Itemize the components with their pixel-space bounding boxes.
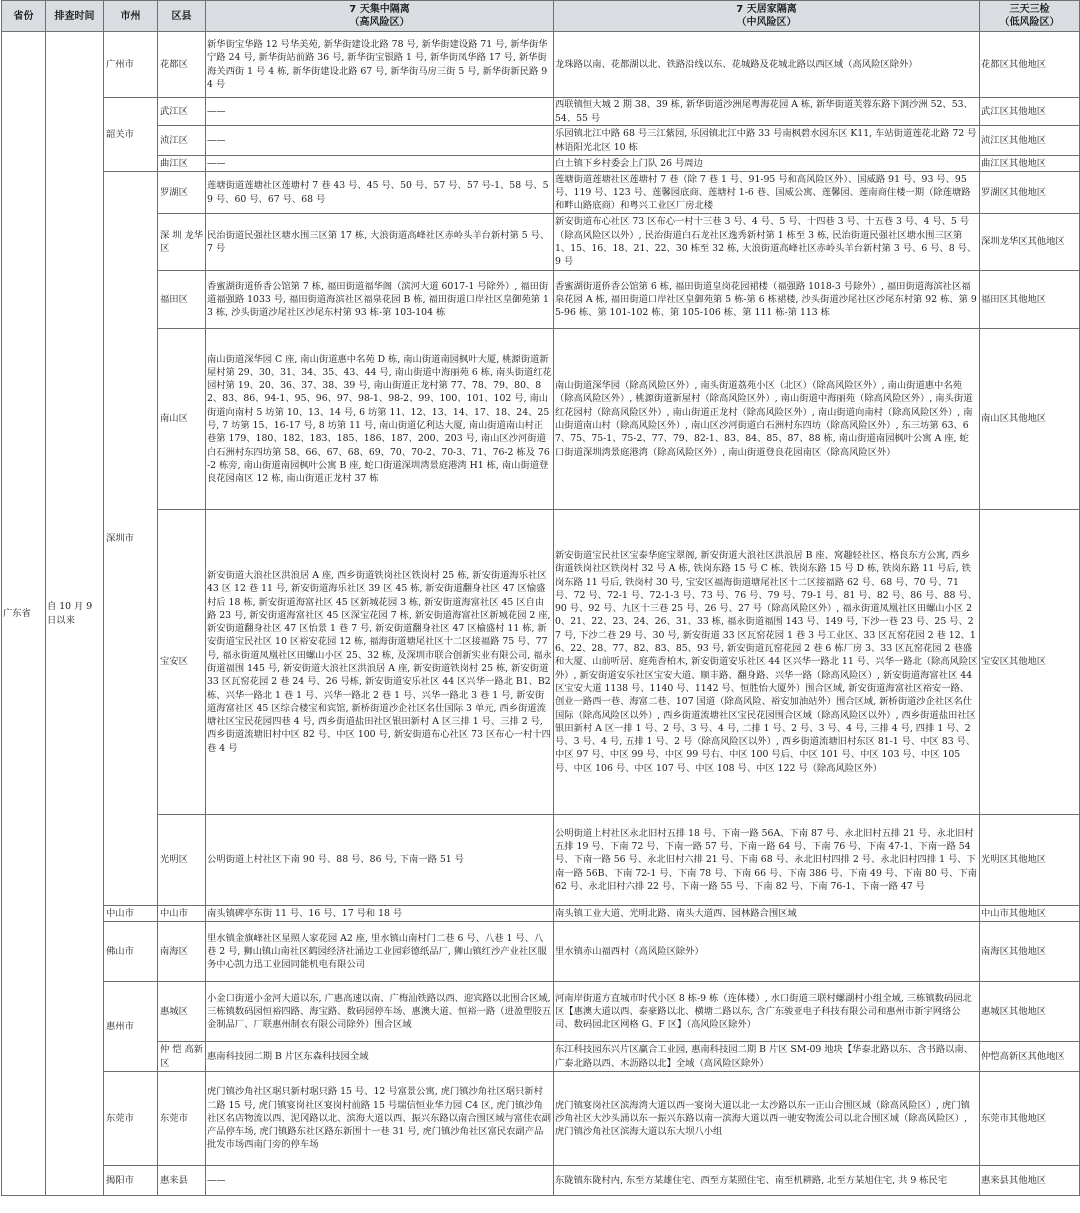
district-cell: 曲江区 [158, 156, 206, 172]
district-cell: 罗湖区 [158, 172, 206, 214]
header-high-risk [206, 1, 554, 32]
district-cell: 花都区 [158, 32, 206, 98]
table-row [2, 32, 1080, 98]
header-high-title: 7 天集中隔离 [349, 4, 410, 15]
city-cell: 广州市 [104, 32, 158, 98]
date-cell: 自 10 月 9 日以来 [46, 32, 104, 1196]
mid-risk-cell: 莲塘街道莲塘社区莲塘村 7 巷（除 7 巷 1 号、91-95 号和高风险区外）、国威路 91 号、93 号、95 号、119 号、123 号、莲馨园底商、莲塘村 1-6 巷、国威公寓、莲馨园、莲南商住楼一期（除莲塘路和畔山路底商）和粤兴工业区厂房北楼 [554, 172, 980, 214]
table-row [2, 1042, 1080, 1072]
high-risk-cell: 南头镇碑亭东街 11 号、16 号、17 号和 18 号 [206, 906, 554, 922]
mid-risk-cell: 新安街道宝民社区宝泰华庭宝翠阁, 新安街道大浪社区洪浪居 B 座、窝趣轻社区、格良东方公寓, 西乡街道铁岗社区铁岗村 32 号 A 栋, 铁岗东路 15 号 C 栋、铁岗东路 15 号 D 栋, 铁岗东路 11 号后, 铁岗东路 11 号后, 铁岗村 30 号, 宝安区福海街道塘尾社区十二区接福路 62 号、68 号、70 号、71 号、72 号、72-1 号、72-1-3 号、73 号、76 号、79 号、79-1 号、81 号、82 号、86 号、88 号、90 号、92 号、九区十三巷 25 号、26 号、27 号（除高风险区外）, 福永街道凤凰社区田螺山小区 20、21、22、23、24、26、31、33 栋, 福永街道福围 143 号、149 号, 下沙一巷 23 号、25 号、27 号, 下沙二巷 29 号、30 号, 新安街道 33 区瓦窑花园 1 巷 3 号工业区、33 区瓦窑花园 2 巷 12、16、22、28、77、82、83、85、93 号, 新安街道瓦窑花园 2 巷 6 栋厂房 3、33 区瓦窑花园 2 巷盛和大厦、山前听居、庭苑香柏木, 新安街道安乐社区 44 区兴华一路北 11 号、兴华一路北（除高风险区外）, 新安街道安乐社区宝安大道、顺丰路、翻身路、兴华一路（除高风险区）, 新安街道海富社区 44 区宝安大道 1138 号、1140 号、1142 号、恒胜怡大厦外）围合区域, 新安街道海富社区裕安一路、创业一路西一巷、海富二巷、107 国道（除高风险、裕安加油站外）围合区域, 新桥街道沙企社区名仕国际（除高风险区以外）, 西乡街道流塘社区宝民花园围合区域（除高风险区以外）, 西乡街道盐田社区银田新村 A 区一排 1 号、2 号、3 号、4 号, 二排 1 号、2 号、3 号、4 号, 三排 4 号, 四排 1 号、2 号、3 号、4 号, 五排 1 号、2 号（除高风险区以外）, 西乡街道流塘旧村东区 81-1 号、中区 83 号、中区 97 号、中区 99 号、中区 99 号右、中区 100 号后、中区 101 号、中区 103 号、中区 105 号、中区 106 号、中区 107 号、中区 108 号、中区 122 号（除高风险区外） [554, 510, 980, 815]
header-district: 区县 [158, 1, 206, 32]
mid-risk-cell: 南头镇工业大道、光明北路、南头大道西、园林路合围区域 [554, 906, 980, 922]
table-row [2, 98, 1080, 126]
header-mid-title: 7 天居家隔离 [736, 4, 797, 15]
high-risk-cell: —— [206, 156, 554, 172]
city-cell: 中山市 [104, 906, 158, 922]
high-risk-cell: —— [206, 1166, 554, 1196]
district-cell: 宝安区 [158, 510, 206, 815]
high-risk-cell: 莲塘街道莲塘社区莲塘村 7 巷 43 号、45 号、50 号、57 号、57 号-1、58 号、59 号、60 号、67 号、68 号 [206, 172, 554, 214]
header-low-sub: （低风险区） [999, 17, 1060, 28]
high-risk-cell: 里水镇金旗峰社区星照人家花园 A2 座, 里水镇山南村门二巷 6 号、八巷 1 号、八巷 2 号, 狮山镇山南社区鹤园经济社涌边工业园彩德纸品厂, 狮山镇红沙产业社区服务中心凯力迅工业园同能机电有限公司 [206, 922, 554, 982]
low-risk-cell: 南山区其他地区 [980, 329, 1080, 510]
mid-risk-cell: 新安街道布心社区 73 区布心一村十三巷 3 号、4 号、5 号、十四巷 3 号、十五巷 3 号、4 号、5 号（除高风险区以外）, 民治街道白石龙社区逸秀新村第 1 栋至 3 栋, 民治街道民强社区塘水围三区第 1、15、16、18、21、22、30 栋至 32 栋, 大浪街道高峰社区赤岭头羊台新村第 3 号、6 号、8 号、9 号 [554, 214, 980, 271]
risk-area-table [1, 0, 1080, 1196]
mid-risk-cell: 东陇镇东陇村内, 东至方某雄住宅、西至方某照住宅、南至机耕路, 北至方某旭住宅, 共 9 栋民宅 [554, 1166, 980, 1196]
low-risk-cell: 东莞市其他地区 [980, 1072, 1080, 1166]
low-risk-cell: 深圳龙华区其他地区 [980, 214, 1080, 271]
header-low-risk [980, 1, 1080, 32]
district-cell: 浈江区 [158, 126, 206, 156]
header-mid-risk [554, 1, 980, 32]
low-risk-cell: 曲江区其他地区 [980, 156, 1080, 172]
table-row [2, 510, 1080, 815]
header-mid-sub: （中风险区） [736, 17, 797, 28]
city-cell: 揭阳市 [104, 1166, 158, 1196]
mid-risk-cell: 虎门镇宴岗社区滨海湾大道以西一宴岗大道以北一太沙路以东一正山合围区域（除高风险区）, 虎门镇沙角社区大沙头涌以东一振兴东路以南一滨海大道以西一驰安物流公司以北合围区域（除高风险区）, 虎门镇沙角社区滨海大道以东大坝八小组 [554, 1072, 980, 1166]
mid-risk-cell: 香蜜湖街道侨香公馆第 6 栋, 福田街道皇岗花园裙楼（福强路 1018-3 号除外）, 福田街道海滨社区福泉花园 A 栋, 福田街道口岸社区皇御苑第 5 栋-第 6 栋裙楼, 沙头街道沙尾社区沙尾东村第 92 栋、第 95-96 栋、第 101-102 栋、第 105-106 栋、第 111 栋-第 113 栋 [554, 271, 980, 329]
table-row [2, 156, 1080, 172]
table-row [2, 815, 1080, 906]
header-row [2, 1, 1080, 32]
table-row [2, 906, 1080, 922]
low-risk-cell: 惠城区其他地区 [980, 982, 1080, 1042]
district-cell: 惠城区 [158, 982, 206, 1042]
city-cell: 东莞市 [104, 1072, 158, 1166]
header-province: 省份 [2, 1, 46, 32]
district-cell: 惠来县 [158, 1166, 206, 1196]
mid-risk-cell: 东江科技园东兴片区赢合工业园, 惠南科技园二期 B 片区 SM-09 地块【华泰北路以东、含书路以南、广泰北路以西、木沥路以北】全域（高风险区除外） [554, 1042, 980, 1072]
table-row [2, 271, 1080, 329]
mid-risk-cell: 白土镇下乡村委会上门队 26 号周边 [554, 156, 980, 172]
high-risk-cell: 民治街道民强社区塘水围三区第 17 栋, 大浪街道高峰社区赤岭头羊台新村第 5 号、7 号 [206, 214, 554, 271]
table-row [2, 982, 1080, 1042]
high-risk-cell: 新安街道大浪社区洪浪居 A 座, 西乡街道铁岗社区铁岗村 25 栋, 新安街道海乐社区 43 区 12 巷 11 号, 新安街道海乐社区 39 区 45 栋, 新安街道翻身社区 47 区愉盛村后 18 栋, 新安街道海富社区 45 区新城花园 3 栋, 新安街道海富社区 45 区自由路 23 号, 新安街道海富社区 45 区深宝花园 7 栋, 新安街道海富社区新城花园 2 座, 新安街道翻身社区 47 区怡景 1 巷 7 号, 新安街道翻身社区 47 区榆盛村 11 栋, 新安街道宝民社区 10 区裕安花园 12 栋, 福海街道塘尾社区十二区接福路 75 号、77 号, 福永街道凤凰社区田螺山小区 25、32 栋, 及深圳市联合创新实业有限公司, 福永街道福围 145 号, 新安街道大浪社区洪浪居 A 座, 新安街道铁岗村 25 栋, 新安街道 33 区瓦窑花园 2 巷 24 号、26 号栋, 新安街道安乐社区 44 区兴华一路北 B1、B2 栋、兴华一路北 1 巷 1 号、兴华一路北 2 巷 1 号、兴华一路北 3 巷 1 号, 新安街道海富社区 45 区综合楼宝和宾馆, 新桥街道沙企社区名仕国际 3 单元, 西乡街道流塘社区宝民花园四巷 4 号, 西乡街道盐田社区银田新村 A 区三排 1 号、三排 2 号, 西乡街道流塘旧村中区 82 号、中区 100 号, 新安街道布心社区 73 区布心一村十四巷 4 号 [206, 510, 554, 815]
city-cell: 佛山市 [104, 922, 158, 982]
mid-risk-cell: 河南岸街道方直城市时代小区 8 栋-9 栋（连体楼）, 水口街道三联村螺湖村小组全域, 三栋镇数码园北区【惠澳大道以西、泰豪路以北、横塘二路以东, 含广东骏亚电子科技有限公司和惠州市新宇网络公司、数码园北区网格 G、F 区】（高风险区除外） [554, 982, 980, 1042]
high-risk-cell: —— [206, 98, 554, 126]
mid-risk-cell: 西联镇恒大城 2 期 38、39 栋, 新华街道沙洲尾粤海花园 A 栋, 新华街道芙蓉东路下洞沙洲 52、53、54、55 号 [554, 98, 980, 126]
high-risk-cell: 公明街道上村社区下南 90 号、88 号、86 号, 下南一路 51 号 [206, 815, 554, 906]
mid-risk-cell: 里水镇赤山福西村（高风险区除外） [554, 922, 980, 982]
low-risk-cell: 罗湖区其他地区 [980, 172, 1080, 214]
table-row [2, 329, 1080, 510]
district-cell: 中山市 [158, 906, 206, 922]
high-risk-cell: 南山街道深华园 C 座, 南山街道惠中名苑 D 栋, 南山街道南园枫叶大厦, 桃源街道新屋村第 29、30、31、34、35、43、44 号, 南山街道中海丽苑 6 栋, 南头街道红花园村第 19、20、36、37、38、39 号, 南山街道正龙村第 77、78、79、80、82、83、86、94-1、95、96、97、98-1、98-2、99、100、101、102 号, 南山街道向南村 5 坊第 10、13、14 号, 6 坊第 11、12、13、14、17、18、24、25 号, 7 坊第 15、16-17 号, 8 坊第 11 号, 南山街道亿利达大厦, 南山街道南山村正巷第 179、180、182、183、185、186、187、200、203 号, 南山区沙河街道白石洲村东四坊第 58、66、67、68、69、70、70-2、70-3、71、76-2 栋及 76-2 栋旁, 南山街道南园枫叶公寓 B 座, 蛇口街道深圳湾景庭港湾 H1 栋, 南山街道登良花园南区 12 栋, 南山街道正龙村 37 栋 [206, 329, 554, 510]
low-risk-cell: 浈江区其他地区 [980, 126, 1080, 156]
table-row [2, 922, 1080, 982]
mid-risk-cell: 乐园镇北江中路 68 号三江紫园, 乐园镇北江中路 33 号南枫碧水园东区 K11, 车站街道莲花北路 72 号林语阳光北区 10 栋 [554, 126, 980, 156]
mid-risk-cell: 南山街道深华园（除高风险区外）, 南头街道荔苑小区（北区）（除高风险区外）, 南山街道惠中名苑（除高风险区外）, 桃源街道新屋村（除高风险区外）, 南山街道中海丽苑（除高风险区外）, 南头街道红花园村（除高风险区外）, 南山街道正龙村（除高风险区外）, 南山街道向南村（除高风险区外）, 南山街道南山村（除高风险区外）, 南山区沙河街道白石洲村东四坊（除高风险区外）, 东三坊第 63、67、75、75-1、75-2、77、79、82-1、83、84、85、87、88 栋, 南山街道南园枫叶公寓 A 座, 蛇口街道深圳湾景庭港湾（除高风险区外）, 南山街道登良花园南区（除高风险区外） [554, 329, 980, 510]
mid-risk-cell: 龙珠路以南、花都湖以北、铁路沿线以东、花城路及花城北路以西区域（高风险区除外） [554, 32, 980, 98]
table-row [2, 1072, 1080, 1166]
table-row [2, 1166, 1080, 1196]
district-cell: 光明区 [158, 815, 206, 906]
mid-risk-cell: 公明街道上村社区永北旧村五排 18 号、下南一路 56A、下南 87 号、永北旧村五排 21 号、永北旧村五排 19 号、下南 72 号、下南一路 57 号、下南一路 64 号、下南 76 号、下南 47-1、下南一路 54 号、下南一路 56 号、永北旧村六排 21 号、下南 68 号、永北旧村四排 2 号、永北旧村四排 1 号、下南一路 56B、下南 72-1 号、下南 78 号、下南 66 号、下南 386 号、下南 49 号、下南 80 号、下南 62 号、永北旧村六排 22 号、下南一路 55 号、下南 82 号、下南 76-1、下南一路 47 号 [554, 815, 980, 906]
district-cell: 深 圳 龙华区 [158, 214, 206, 271]
low-risk-cell: 福田区其他地区 [980, 271, 1080, 329]
city-cell: 惠州市 [104, 982, 158, 1072]
low-risk-cell: 宝安区其他地区 [980, 510, 1080, 815]
low-risk-cell: 惠来县其他地区 [980, 1166, 1080, 1196]
low-risk-cell: 武江区其他地区 [980, 98, 1080, 126]
low-risk-cell: 仲恺高新区其他地区 [980, 1042, 1080, 1072]
city-cell: 韶关市 [104, 98, 158, 172]
header-date: 排查时间 [46, 1, 104, 32]
header-high-sub: （高风险区） [349, 17, 410, 28]
high-risk-cell: 香蜜湖街道侨香公馆第 7 栋, 福田街道福华阁（滨河大道 6017-1 号除外）, 福田街道福强路 1033 号, 福田街道海滨社区福泉花园 B 栋, 福田街道口岸社区皇御苑第 13 栋, 沙头街道沙尾社区沙尾东村第 93 栋-第 103-104 栋 [206, 271, 554, 329]
city-cell: 深圳市 [104, 172, 158, 906]
district-cell: 东莞市 [158, 1072, 206, 1166]
table-row [2, 126, 1080, 156]
district-cell: 仲 恺 高新区 [158, 1042, 206, 1072]
high-risk-cell: 虎门镇沙角社区琚只新村琚只路 15 号、12 号富景公寓, 虎门镇沙角社区琚只新村二路 15 号, 虎门镇宴岗社区宴岗村前路 15 号瑞信恒业华力园 C4 区, 虎门镇沙角社区名店物流以西、泥冈路以北、滨海大道以西、振兴东路以南合围区域与富佳农副产品停车场, 虎门镇路东社区路东新围十一巷 31 号, 虎门镇沙角社区富民农副产品批发市场西南门旁的停车场 [206, 1072, 554, 1166]
province-cell: 广东省 [2, 32, 46, 1196]
table-row [2, 172, 1080, 214]
low-risk-cell: 南海区其他地区 [980, 922, 1080, 982]
high-risk-cell: 小金口街道小金河大道以东, 广惠高速以南、广梅汕铁路以西、迎宾路以北围合区域, 三栋镇数码园恒裕四路、海宝路、数码园停车场、惠澳大道、恒裕一路（进盈塑胶五金制品厂、厂联惠州制衣有限公司除外）围合区域 [206, 982, 554, 1042]
district-cell: 武江区 [158, 98, 206, 126]
low-risk-cell: 中山市其他地区 [980, 906, 1080, 922]
high-risk-cell: 新华街宝华路 12 号华美苑, 新华街建设北路 78 号, 新华街建设路 71 号, 新华街华宁路 24 号, 新华街站前路 36 号, 新华街宝银路 1 号, 新华街凤华路 17 号, 新华街海关西街 1 号 4 栋, 新华街建设北路 67 号, 新华街马房三街 5 号, 新华街新民路 94 号 [206, 32, 554, 98]
low-risk-cell: 花都区其他地区 [980, 32, 1080, 98]
low-risk-cell: 光明区其他地区 [980, 815, 1080, 906]
district-cell: 南山区 [158, 329, 206, 510]
header-low-title: 三天三检 [1009, 4, 1050, 15]
district-cell: 福田区 [158, 271, 206, 329]
district-cell: 南海区 [158, 922, 206, 982]
header-city: 市州 [104, 1, 158, 32]
table-row [2, 214, 1080, 271]
high-risk-cell: —— [206, 126, 554, 156]
high-risk-cell: 惠南科技园二期 B 片区东森科技园全域 [206, 1042, 554, 1072]
